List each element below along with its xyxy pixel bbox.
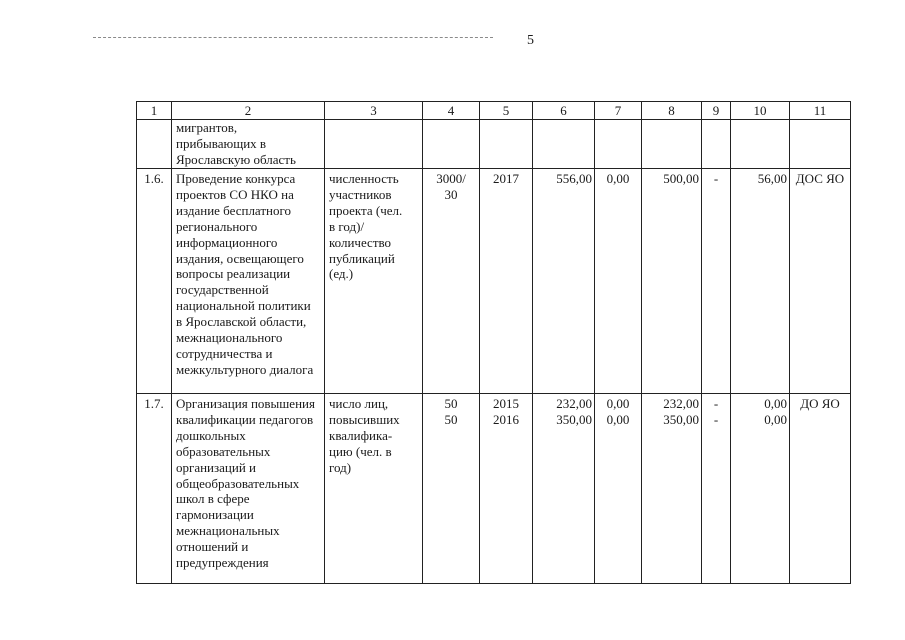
target-cell [423, 169, 480, 394]
event-line: государственной [176, 282, 269, 298]
indicator-line: цию (чел. в [329, 443, 392, 459]
target-cell [423, 394, 480, 584]
event-line: проектов СО НКО на [176, 186, 294, 202]
year-value: 2017 [493, 171, 519, 186]
event-cell [172, 120, 325, 169]
header-cell: 2 [172, 102, 325, 120]
total-value: 350,00 [556, 411, 592, 427]
event-line: школ в сфере [176, 491, 250, 507]
total-cell [533, 394, 595, 584]
indicator-line: год) [329, 459, 352, 475]
target-value: 30 [444, 186, 458, 202]
row-cell [137, 394, 172, 584]
header-cell: 8 [642, 102, 702, 120]
row-cell [137, 169, 172, 394]
page-number: 5 [527, 33, 534, 48]
header-cell: 7 [595, 102, 642, 120]
col10-value: 0,00 [764, 411, 787, 427]
event-line: прибывающих в [176, 135, 267, 151]
col7-value: 0,00 [606, 411, 630, 427]
header-row [137, 102, 851, 120]
event-line: гармонизации [176, 507, 254, 523]
row-number: 1.6. [144, 171, 164, 186]
executor-cell [790, 169, 851, 394]
col7-cell [595, 120, 642, 169]
header-cell: 1 [137, 102, 172, 120]
indicator-cell [325, 394, 423, 584]
indicator-line: публикаций [329, 250, 395, 266]
col9-value: - [713, 171, 719, 186]
col9-cell [702, 120, 731, 169]
col8-cell [642, 120, 702, 169]
event-line: образовательных [176, 443, 271, 459]
executor-cell [790, 120, 851, 169]
indicator-line: участников [329, 186, 392, 202]
col9-cell [702, 394, 731, 584]
header-cell: 10 [731, 102, 790, 120]
event-line: организаций и [176, 459, 256, 475]
event-line: общеобразовательных [176, 475, 300, 491]
col7-value: 0,00 [606, 396, 630, 411]
indicator-line: численность [329, 171, 399, 186]
target-value: 50 [444, 396, 458, 411]
col7-value: 0,00 [606, 171, 630, 186]
event-line: национальной политики [176, 298, 311, 314]
header-cell: 6 [533, 102, 595, 120]
indicator-line: (ед.) [329, 266, 354, 282]
col8-value: 232,00 [663, 396, 699, 411]
total-cell [533, 120, 595, 169]
indicator-line: проекта (чел. [329, 202, 403, 218]
event-line: предупреждения [176, 555, 269, 571]
year-value: 2016 [493, 411, 519, 427]
year-cell [480, 120, 533, 169]
executor-cell [790, 394, 851, 584]
event-line: вопросы реализации [176, 266, 291, 282]
col10-cell [731, 394, 790, 584]
program-table [136, 101, 851, 584]
col8-cell [642, 394, 702, 584]
col8-cell [642, 169, 702, 394]
year-value: 2015 [493, 396, 519, 411]
indicator-cell [325, 120, 423, 169]
col9-value: - [713, 396, 719, 411]
year-cell [480, 394, 533, 584]
col7-cell [595, 394, 642, 584]
table-row [137, 169, 851, 394]
total-value: 232,00 [556, 396, 592, 411]
header-cell: 4 [423, 102, 480, 120]
col9-value: - [713, 411, 719, 427]
event-cell [172, 394, 325, 584]
col9-cell [702, 169, 731, 394]
indicator-line: в год)/ [329, 218, 365, 234]
event-line: межнациональных [176, 523, 280, 539]
col10-value: 0,00 [764, 396, 787, 411]
col8-value: 350,00 [663, 411, 699, 427]
event-line: в Ярославской области, [176, 314, 307, 330]
col10-cell [731, 120, 790, 169]
indicator-line: повысивших [329, 411, 400, 427]
event-cell [172, 169, 325, 394]
event-line: Проведение конкурса [176, 171, 296, 186]
event-line: информационного [176, 234, 278, 250]
indicator-cell [325, 169, 423, 394]
col10-cell [731, 169, 790, 394]
event-line: дошкольных [176, 427, 246, 443]
value-cell [423, 120, 480, 169]
total-value: 556,00 [556, 171, 592, 186]
table-row [137, 394, 851, 584]
row-number: 1.7. [144, 396, 164, 411]
event-line: мигрантов, [176, 120, 238, 135]
indicator-line: квалифика- [329, 427, 393, 443]
target-value: 3000/ [436, 171, 466, 186]
executor-value: ДО ЯО [800, 396, 840, 411]
total-cell [533, 169, 595, 394]
continuation-row [137, 120, 851, 169]
target-value: 50 [444, 411, 458, 427]
col10-value: 56,00 [757, 171, 787, 186]
year-cell [480, 169, 533, 394]
event-line: регионального [176, 218, 258, 234]
event-line: отношений и [176, 539, 249, 555]
indicator-line: число лиц, [329, 396, 389, 411]
col7-cell [595, 169, 642, 394]
event-line: Организация повышения [176, 396, 315, 411]
header-cell: 9 [702, 102, 731, 120]
indicator-line: количество [329, 234, 392, 250]
header-cell: 5 [480, 102, 533, 120]
event-line: квалификации педагогов [176, 411, 314, 427]
event-line: Ярославскую область [176, 151, 296, 167]
event-line: сотрудничества и [176, 345, 273, 361]
event-line: межнационального [176, 330, 283, 346]
top-rule [93, 37, 493, 38]
header-cell: 3 [325, 102, 423, 120]
event-line: издание бесплатного [176, 202, 292, 218]
event-line: межкультурного диалога [176, 361, 314, 377]
num-cell [137, 120, 172, 169]
event-line: издания, освещающего [176, 250, 304, 266]
header-cell: 11 [790, 102, 851, 120]
executor-value: ДОС ЯО [795, 171, 845, 186]
col8-value: 500,00 [663, 171, 699, 186]
